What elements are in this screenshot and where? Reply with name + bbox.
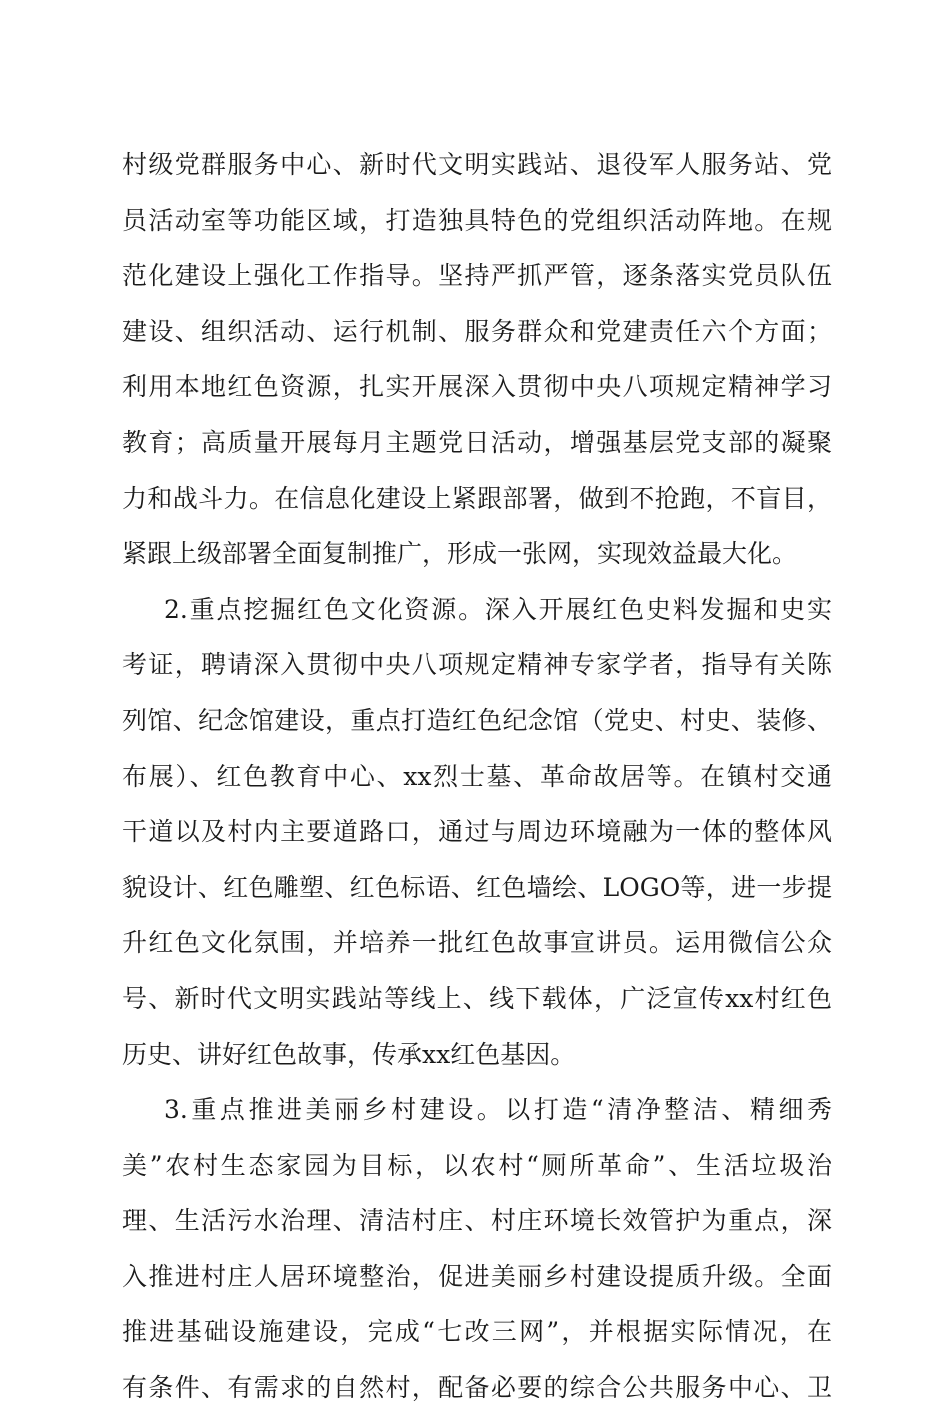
text-line: 推进基础设施建设，完成“七改三网”，并根据实际情况，在 (122, 1317, 832, 1347)
text-line: 干道以及村内主要道路口，通过与周边环境融为一体的整体风 (122, 817, 832, 847)
text-line: 紧跟上级部署全面复制推广，形成一张网，实现效益最大化。 (122, 539, 798, 569)
text-line: 有条件、有需求的自然村，配备必要的综合公共服务中心、卫 (122, 1373, 832, 1403)
text-line: 理、生活污水治理、清洁村庄、村庄环境长效管护为重点，深 (122, 1206, 832, 1236)
text-line: 教育；高质量开展每月主题党日活动，增强基层党支部的凝聚 (122, 427, 832, 457)
text-line: 布展）、红色教育中心、xx烈士墓、革命故居等。在镇村交通 (122, 761, 832, 791)
paragraph (122, 591, 832, 1073)
text-line: 建设、组织活动、运行机制、服务群众和党建责任六个方面； (122, 316, 832, 346)
text-line: 历史、讲好红色故事，传承xx红色基因。 (122, 1039, 576, 1069)
text-line: 号、新时代文明实践站等线上、线下载体，广泛宣传xx村红色 (122, 983, 832, 1013)
text-line: 考证，聘请深入贯彻中央八项规定精神专家学者，指导有关陈 (122, 650, 832, 680)
text-line: 利用本地红色资源，扎实开展深入贯彻中央八项规定精神学习 (122, 372, 832, 402)
body-text (122, 146, 832, 1425)
text-line: 力和战斗力。在信息化建设上紧跟部署，做到不抢跑，不盲目， (122, 483, 832, 513)
paragraph (122, 1091, 832, 1406)
text-line: 3.重点推进美丽乡村建设。以打造“清净整洁、精细秀 (164, 1095, 832, 1125)
text-line: 2.重点挖掘红色文化资源。深入开展红色史料发掘和史实 (164, 594, 832, 624)
paragraph (122, 146, 832, 572)
text-line: 升红色文化氛围，并培养一批红色故事宣讲员。运用微信公众 (122, 928, 832, 958)
text-line: 列馆、纪念馆建设，重点打造红色纪念馆（党史、村史、装修、 (122, 705, 832, 735)
text-line: 村级党群服务中心、新时代文明实践站、退役军人服务站、党 (122, 150, 832, 179)
text-line: 员活动室等功能区域，打造独具特色的党组织活动阵地。在规 (122, 205, 832, 235)
text-line: 貌设计、红色雕塑、红色标语、红色墙绘、LOGO等，进一步提 (122, 872, 832, 902)
text-line: 入推进村庄人居环境整治，促进美丽乡村建设提质升级。全面 (122, 1261, 832, 1291)
text-line: 美”农村生态家园为目标，以农村“厕所革命”、生活垃圾治 (122, 1150, 832, 1180)
text-line: 范化建设上强化工作指导。坚持严抓严管，逐条落实党员队伍 (122, 261, 832, 291)
